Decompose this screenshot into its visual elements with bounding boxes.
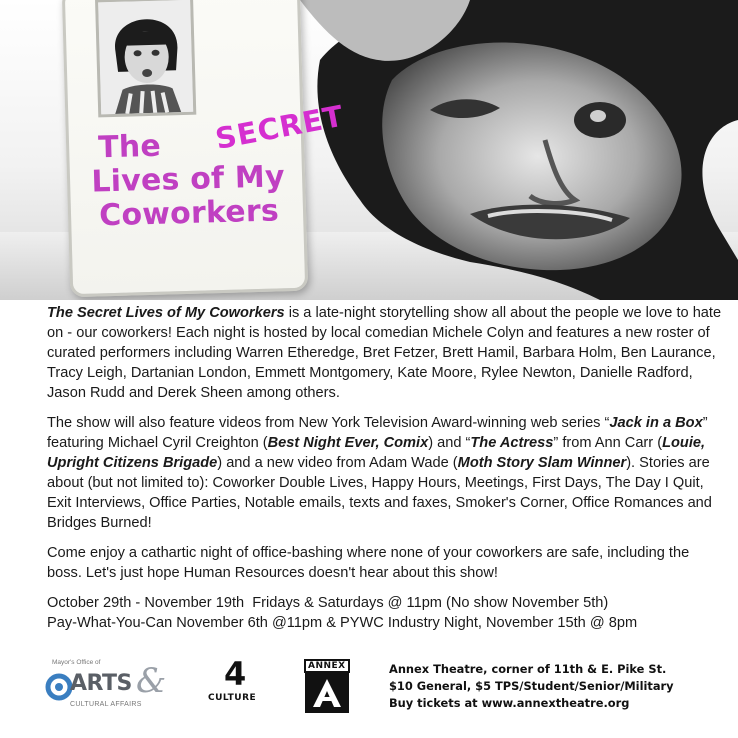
videos-text-e: ) and a new video from Adam Wade ( — [217, 455, 458, 471]
schedule-line-2: Pay-What-You-Can November 6th @11pm & PYWC Industry Night, November 15th @ 8pm — [47, 615, 638, 631]
videos-paragraph — [47, 413, 722, 533]
videos-text-c: ) and “ — [428, 435, 471, 451]
intro-paragraph — [47, 303, 722, 403]
credit-best-night-ever: Best Night Ever, Comix — [267, 435, 429, 451]
title-line-coworkers: Coworkers — [98, 193, 280, 234]
name-badge-card — [62, 0, 347, 297]
videos-text-d: ” from Ann Carr ( — [553, 435, 663, 451]
venue-address: Annex Theatre, corner of 11th & E. Pike St. — [389, 662, 667, 676]
series-the-actress: The Actress — [470, 435, 554, 451]
arts-logo-ampersand: & — [136, 661, 167, 701]
footer — [0, 655, 738, 738]
schedule-line-1: October 29th - November 19th Fridays & Saturdays @ 11pm (No show November 5th) — [47, 595, 609, 611]
videos-text-b: ” featuring Michael Cyril Creighton ( — [47, 415, 708, 451]
show-description — [47, 303, 722, 633]
videos-text-f: ). Stories are about (but not limited to): Coworker Double Lives, Happy Hours, Meetings, First Days, The Day I Quit, Exit Interviews, Office Parties, Notable emails, texts and faxes, Smoker's Corner, Office Romances and Bridges Burned! — [47, 455, 712, 531]
title-line-lives: Lives of My — [90, 159, 286, 200]
credit-moth-story-slam: Moth Story Slam Winner — [457, 455, 627, 471]
intro-text: is a late-night storytelling show all about the people we love to hate on - our coworkers! Each night is hosted by local comedian Michele Colyn and features a new roster of curated performers including Warren Etheredge, Bret Fetzer, Brett Hamil, Barbara Holm, Ben Laurance, Tracy Leigh, Dartanian London, Emmett Montgomery, Kate Moore, Rylee Newton, Danielle Radford, Jason Rudd and Derek Sheen among others. — [47, 305, 722, 401]
annex-a-icon — [305, 673, 349, 713]
credit-louie: Louie, Upright Citizens Brigade — [47, 435, 706, 471]
videos-text-a: The show will also feature videos from New York Television Award-winning web series “ — [47, 415, 610, 431]
ticket-prices: $10 General, $5 TPS/Student/Senior/Military — [389, 679, 674, 693]
invite-paragraph: Come enjoy a cathartic night of office-bashing where none of your coworkers are safe, including the boss. Let's just hope Human Resources doesn't hear about this show! — [47, 545, 690, 581]
series-jack-in-a-box: Jack in a Box — [609, 415, 703, 431]
badge-portrait-photo — [95, 0, 196, 117]
show-title-inline: The Secret Lives of My Coworkers — [47, 305, 285, 321]
title-secret: SECRET — [212, 98, 347, 157]
arts-logo-subtitle: CULTURAL AFFAIRS — [70, 701, 142, 708]
4culture-number: 4 — [224, 655, 247, 693]
arts-logo-main-text: ARTS — [70, 671, 132, 696]
title-the: The — [97, 128, 162, 166]
annex-logo-word: ANNEX — [304, 659, 350, 673]
ticket-link[interactable]: Buy tickets at www.annextheatre.org — [389, 696, 630, 710]
hero-banner — [0, 0, 738, 300]
venue-info — [389, 661, 729, 712]
arts-logo-small-text: Mayor's Office of — [52, 659, 101, 666]
arts-cultural-affairs-logo — [44, 657, 194, 715]
schedule-paragraph — [47, 593, 722, 633]
4culture-word: CULTURE — [208, 693, 257, 703]
annex-theatre-logo — [303, 659, 355, 715]
4culture-logo — [200, 655, 274, 717]
